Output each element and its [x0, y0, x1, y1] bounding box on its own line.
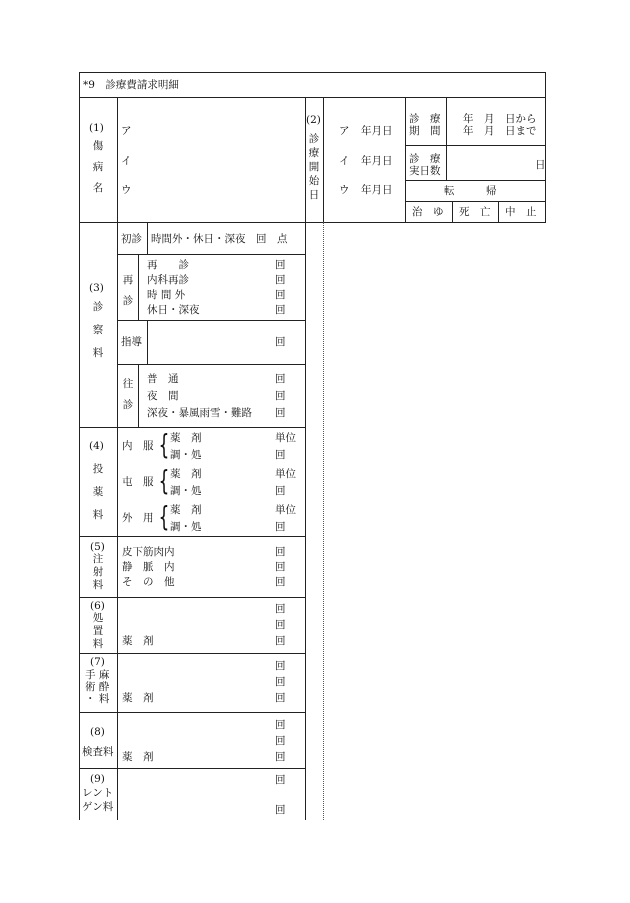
oral-dispense: 調・処 [170, 449, 202, 461]
home-visit-count[interactable]: 回 [275, 407, 286, 419]
detail-right-border [305, 222, 306, 820]
injury-item-i[interactable]: イ [121, 155, 132, 167]
prn-label: 屯 服 [122, 476, 154, 488]
injection-count[interactable]: 回 [275, 576, 286, 588]
revisit-count[interactable]: 回 [275, 304, 286, 316]
revisit-bottom-border [117, 320, 306, 321]
guidance-bottom-border [117, 364, 306, 365]
surgery-drug-count[interactable]: 回 [275, 692, 286, 704]
exam-label-number: (8) [90, 726, 105, 738]
period-label-top: 診 療 [409, 113, 441, 125]
xray-count[interactable]: 回 [275, 774, 286, 786]
period-label-divider [446, 97, 447, 180]
medication-label: 投 薬 料 [92, 463, 104, 521]
home-visit-count[interactable]: 回 [275, 373, 286, 385]
top-section-bottom-border [79, 222, 546, 223]
exam-count[interactable]: 回 [275, 735, 286, 747]
form-title: *9 診療費請求明細 [83, 79, 179, 91]
start-label-divider [323, 97, 324, 223]
surgery-bottom-border [79, 712, 306, 713]
home-visit-label: 往 診 [122, 378, 134, 411]
brace-icon: { [158, 428, 170, 461]
surgery-label-line: 手 麻 [85, 669, 110, 681]
xray-label-line: レント [82, 787, 114, 799]
revisit-count[interactable]: 回 [275, 289, 286, 301]
period-from[interactable]: 年 月 日から [463, 113, 537, 125]
injury-item-a[interactable]: ア [121, 125, 132, 137]
surgery-label-line: ・ 料 [85, 693, 110, 705]
surgery-label-line: 術 酔 [85, 681, 110, 693]
revisit-item: 再 診 [147, 259, 189, 271]
consult-label-number: (3) [89, 282, 104, 294]
treatment-count[interactable]: 回 [275, 603, 286, 615]
period-bottom-border [405, 145, 546, 146]
consult-label: 診 察 料 [92, 301, 104, 359]
oral-drug: 薬 剤 [170, 432, 202, 444]
treatment-label-number: (6) [90, 600, 105, 612]
exam-label: 検査料 [82, 746, 114, 758]
revisit-divider [138, 254, 139, 320]
start-mark-i: イ [339, 155, 350, 167]
medication-label-number: (4) [89, 440, 104, 452]
outcome-stopped[interactable]: 中 止 [505, 206, 537, 218]
injection-item: 静 脈 内 [122, 561, 175, 573]
exam-bottom-border [79, 768, 306, 769]
days-label-top: 診 療 [409, 153, 441, 165]
medication-bottom-border [79, 536, 306, 537]
header-bottom-border [79, 97, 546, 98]
guidance-count[interactable]: 回 [275, 336, 286, 348]
first-visit-bottom-border [117, 254, 306, 255]
start-label: 診 療 開 始 日 [308, 133, 320, 201]
surgery-drug: 薬 剤 [122, 692, 154, 704]
start-mark-a: ア [339, 125, 350, 137]
revisit-count[interactable]: 回 [275, 259, 286, 271]
external-dispense: 調・処 [170, 521, 202, 533]
revisit-item: 内科再診 [147, 274, 189, 286]
outcome-divider-1 [452, 201, 453, 223]
surgery-label-number: (7) [90, 656, 105, 668]
injection-label: 注 射 料 [92, 553, 104, 591]
start-right-divider [405, 97, 406, 223]
start-date-a[interactable]: 年月日 [361, 125, 393, 137]
outcome-label: 転 帰 [444, 185, 497, 197]
start-mark-u: ウ [339, 184, 350, 196]
home-visit-item: 深夜・暴風雨雪・難路 [147, 407, 252, 419]
injection-bottom-border [79, 597, 306, 598]
injection-count[interactable]: 回 [275, 561, 286, 573]
xray-label-number: (9) [90, 773, 105, 785]
injury-label: 傷 病 名 [92, 140, 104, 194]
outcome-cured[interactable]: 治 ゆ [412, 206, 444, 218]
injury-label-number: (1) [89, 122, 104, 134]
surgery-count[interactable]: 回 [275, 660, 286, 672]
treatment-drug: 薬 剤 [122, 635, 154, 647]
exam-drug-count[interactable]: 回 [275, 751, 286, 763]
dotted-column-line [323, 222, 324, 820]
form-top-border [79, 72, 546, 73]
treatment-drug-count[interactable]: 回 [275, 635, 286, 647]
external-drug-count[interactable]: 単位 [275, 504, 296, 516]
start-date-i[interactable]: 年月日 [361, 155, 393, 167]
injury-item-u[interactable]: ウ [121, 184, 132, 196]
oral-dispense-count[interactable]: 回 [275, 449, 286, 461]
home-visit-count[interactable]: 回 [275, 390, 286, 402]
guidance-label: 指導 [121, 336, 142, 348]
brace-icon: { [158, 464, 170, 497]
form-left-border [79, 72, 80, 820]
xray-count[interactable]: 回 [275, 804, 286, 816]
prn-drug-count[interactable]: 単位 [275, 468, 296, 480]
home-visit-item: 夜 間 [147, 390, 179, 402]
prn-dispense: 調・処 [170, 485, 202, 497]
start-label-number: (2) [306, 114, 321, 126]
consult-bottom-border [79, 427, 306, 428]
brace-icon: { [158, 500, 170, 533]
outcome-died[interactable]: 死 亡 [459, 206, 491, 218]
external-label: 外 用 [122, 512, 154, 524]
exam-drug: 薬 剤 [122, 751, 154, 763]
outcome-label-border [405, 201, 546, 202]
prn-drug: 薬 剤 [170, 468, 202, 480]
revisit-item: 時 間 外 [147, 289, 186, 301]
xray-label-line: ゲン料 [82, 801, 114, 813]
period-label-bottom: 期 間 [409, 125, 441, 137]
prn-dispense-count[interactable]: 回 [275, 485, 286, 497]
days-unit: 日 [535, 159, 546, 171]
external-drug: 薬 剤 [170, 504, 202, 516]
surgery-count[interactable]: 回 [275, 676, 286, 688]
treatment-count[interactable]: 回 [275, 619, 286, 631]
revisit-count[interactable]: 回 [275, 274, 286, 286]
home-visit-divider [138, 364, 139, 427]
treatment-label: 処 置 料 [92, 612, 104, 650]
injection-item: 皮下筋肉内 [122, 546, 175, 558]
revisit-item: 休日・深夜 [147, 304, 200, 316]
injection-item: そ の 他 [122, 576, 175, 588]
days-label-bottom: 実日数 [409, 165, 441, 177]
days-bottom-border [405, 180, 546, 181]
injection-count[interactable]: 回 [275, 546, 286, 558]
outcome-divider-2 [498, 201, 499, 223]
external-dispense-count[interactable]: 回 [275, 521, 286, 533]
home-visit-item: 普 通 [147, 373, 179, 385]
period-to[interactable]: 年 月 日まで [463, 125, 537, 137]
start-date-u[interactable]: 年月日 [361, 184, 393, 196]
oral-drug-count[interactable]: 単位 [275, 432, 296, 444]
first-visit-text[interactable]: 時間外・休日・深夜 回 点 [151, 233, 288, 245]
injection-label-number: (5) [90, 541, 105, 553]
revisit-label: 再 診 [122, 274, 134, 307]
exam-count[interactable]: 回 [275, 719, 286, 731]
guidance-divider [147, 320, 148, 364]
treatment-bottom-border [79, 653, 306, 654]
first-visit-label: 初診 [121, 233, 142, 245]
oral-label: 内 服 [122, 440, 154, 452]
first-visit-divider [147, 222, 148, 255]
